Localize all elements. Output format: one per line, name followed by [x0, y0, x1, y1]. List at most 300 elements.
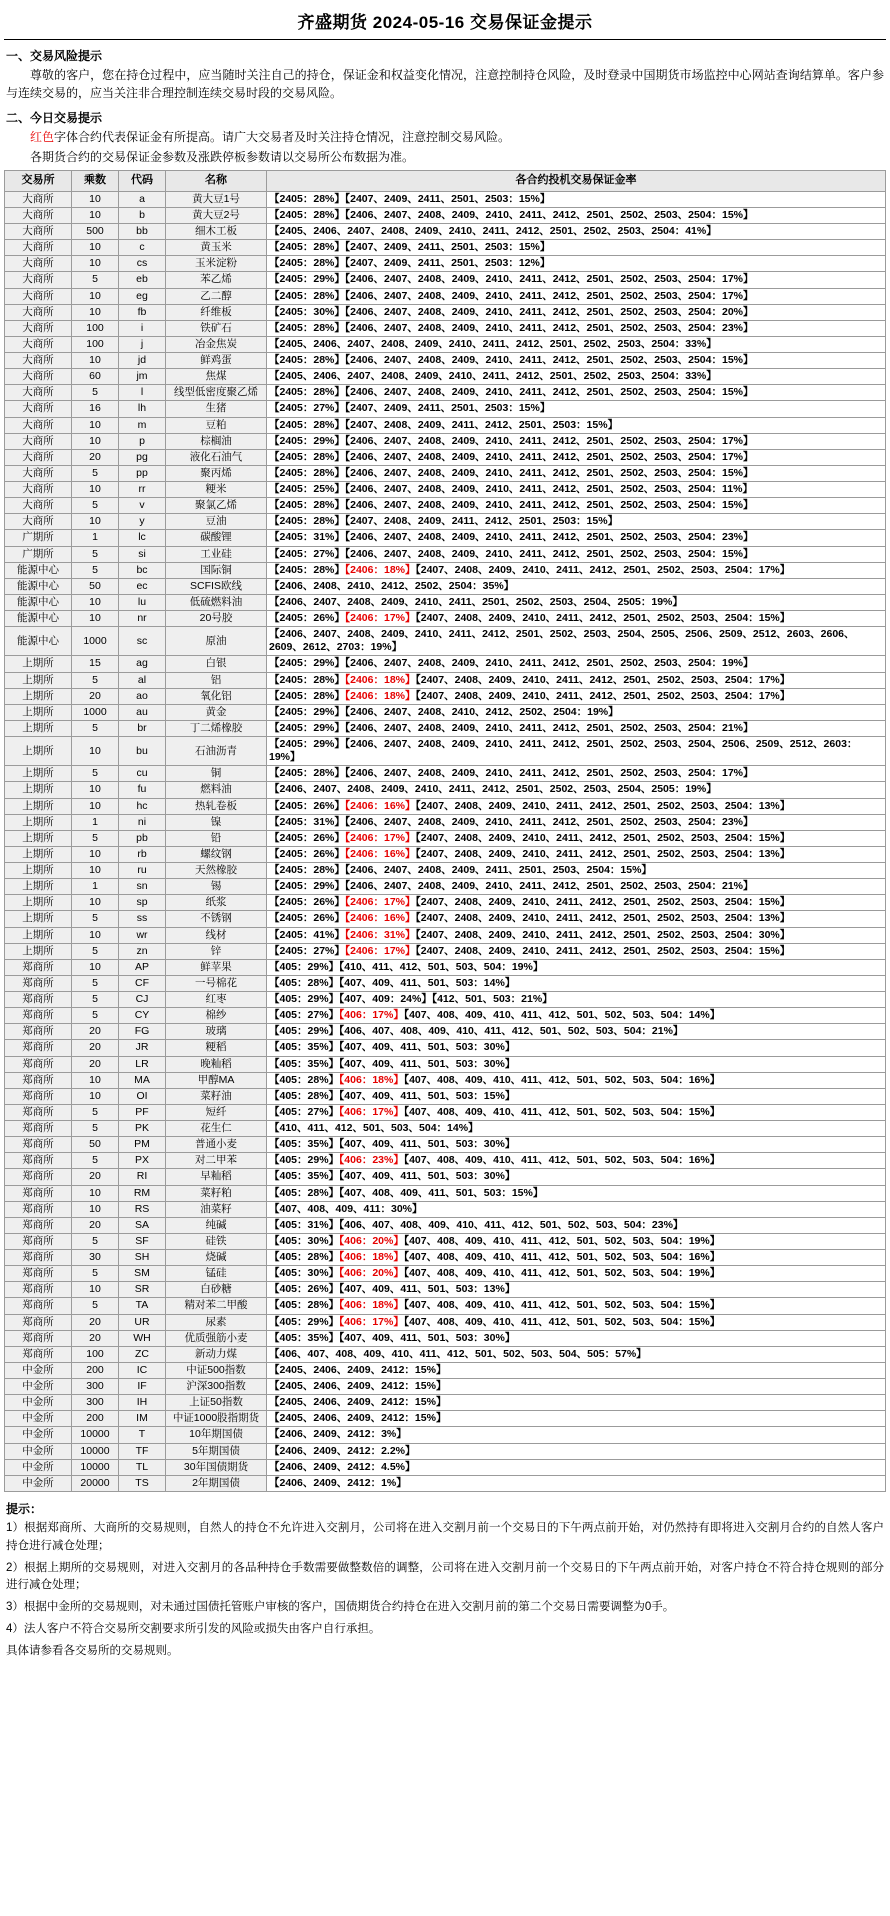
- table-row: [5, 1137, 886, 1153]
- cell-ex: 大商所: [5, 288, 72, 304]
- table-row: [5, 1008, 886, 1024]
- table-row: [5, 240, 886, 256]
- table-row: [5, 1024, 886, 1040]
- cell-mult: 10: [72, 1088, 119, 1104]
- cell-name: 中证1000股指期货: [166, 1411, 267, 1427]
- cell-ex: 郑商所: [5, 1314, 72, 1330]
- cell-name: 菜籽油: [166, 1088, 267, 1104]
- cell-rate: 【405：28%】【406：18%】【407、408、409、410、411、412、501、502、503、504：16%】: [267, 1250, 886, 1266]
- cell-mult: 10: [72, 207, 119, 223]
- cell-rate: 【2406、2407、2408、2409、2410、2411、2412、2501、2502、2503、2504、2505：19%】: [267, 782, 886, 798]
- cell-rate: 【2406、2407、2408、2409、2410、2411、2501、2502、2503、2504、2505：19%】: [267, 594, 886, 610]
- cell-rate: 【2405：26%】【2406：17%】【2407、2408、2409、2410、2411、2412、2501、2502、2503、2504：15%】: [267, 830, 886, 846]
- cell-rate: 【406、407、408、409、410、411、412、501、502、503、504、505：57%】: [267, 1346, 886, 1362]
- cell-mult: 5: [72, 766, 119, 782]
- cell-ex: 郑商所: [5, 975, 72, 991]
- table-row: [5, 1314, 886, 1330]
- cell-name: 聚丙烯: [166, 465, 267, 481]
- cell-code: ni: [119, 814, 166, 830]
- cell-rate: 【405：27%】【406：17%】【407、408、409、410、411、412、501、502、503、504：15%】: [267, 1104, 886, 1120]
- cell-rate: 【2405：31%】【2406、2407、2408、2409、2410、2411、2412、2501、2502、2503、2504：23%】: [267, 814, 886, 830]
- cell-ex: 郑商所: [5, 1153, 72, 1169]
- cell-rate: 【2405：28%】【2406：18%】【2407、2408、2409、2410、2411、2412、2501、2502、2503、2504：17%】: [267, 562, 886, 578]
- cell-name: 硅铁: [166, 1233, 267, 1249]
- cell-ex: 郑商所: [5, 1266, 72, 1282]
- cell-code: PM: [119, 1137, 166, 1153]
- cell-ex: 上期所: [5, 704, 72, 720]
- cell-name: 乙二醇: [166, 288, 267, 304]
- cell-code: b: [119, 207, 166, 223]
- cell-code: a: [119, 191, 166, 207]
- column-header-multiplier: 乘数: [72, 171, 119, 192]
- cell-rate: 【2405、2406、2409、2412：15%】: [267, 1395, 886, 1411]
- cell-code: y: [119, 514, 166, 530]
- cell-ex: 郑商所: [5, 959, 72, 975]
- cell-ex: 能源中心: [5, 594, 72, 610]
- column-header-exchange: 交易所: [5, 171, 72, 192]
- cell-name: 优质强筋小麦: [166, 1330, 267, 1346]
- cell-mult: 16: [72, 401, 119, 417]
- cell-name: 纸浆: [166, 895, 267, 911]
- cell-ex: 郑商所: [5, 1217, 72, 1233]
- cell-rate: 【405：28%】【406：18%】【407、408、409、410、411、412、501、502、503、504：16%】: [267, 1072, 886, 1088]
- table-row: [5, 1395, 886, 1411]
- cell-code: CF: [119, 975, 166, 991]
- table-row: [5, 207, 886, 223]
- cell-rate: 【2405：28%】【2406、2407、2408、2409、2410、2411、2412、2501、2502、2503、2504：15%】: [267, 207, 886, 223]
- cell-mult: 20: [72, 1040, 119, 1056]
- table-row: [5, 879, 886, 895]
- cell-rate: 【2405：29%】【2406、2407、2408、2409、2410、2411、2412、2501、2502、2503、2504、2506、2509、2512、2603：19%】: [267, 737, 886, 766]
- cell-name: 油菜籽: [166, 1201, 267, 1217]
- cell-ex: 中金所: [5, 1362, 72, 1378]
- cell-rate: 【2405：29%】【2406、2407、2408、2410、2412、2502、2504：19%】: [267, 704, 886, 720]
- cell-ex: 上期所: [5, 688, 72, 704]
- cell-rate: 【2405：26%】【2406：16%】【2407、2408、2409、2410、2411、2412、2501、2502、2503、2504：13%】: [267, 798, 886, 814]
- cell-code: FG: [119, 1024, 166, 1040]
- cell-name: 石油沥青: [166, 737, 267, 766]
- cell-code: ru: [119, 863, 166, 879]
- cell-mult: 5: [72, 562, 119, 578]
- cell-rate: 【2405：26%】【2406：16%】【2407、2408、2409、2410、2411、2412、2501、2502、2503、2504：13%】: [267, 911, 886, 927]
- cell-rate: 【405：28%】【407、408、409、411、501、503：15%】: [267, 1185, 886, 1201]
- cell-name: 2年期国债: [166, 1475, 267, 1491]
- cell-rate: 【2405：28%】【2407、2409、2411、2501、2503：15%】: [267, 240, 886, 256]
- cell-mult: 10: [72, 417, 119, 433]
- cell-mult: 100: [72, 1346, 119, 1362]
- table-row: [5, 672, 886, 688]
- cell-ex: 上期所: [5, 863, 72, 879]
- cell-ex: 大商所: [5, 336, 72, 352]
- cell-rate: 【2405：28%】【2406、2407、2408、2409、2410、2411、2412、2501、2502、2503、2504：17%】: [267, 288, 886, 304]
- cell-ex: 中金所: [5, 1379, 72, 1395]
- cell-rate: 【2405、2406、2409、2412：15%】: [267, 1362, 886, 1378]
- table-row: [5, 594, 886, 610]
- cell-code: TL: [119, 1459, 166, 1475]
- cell-rate: 【2406、2409、2412：3%】: [267, 1427, 886, 1443]
- table-row: [5, 272, 886, 288]
- cell-ex: 中金所: [5, 1459, 72, 1475]
- cell-mult: 5: [72, 975, 119, 991]
- cell-rate: 【2405：28%】【2406、2407、2408、2409、2410、2411、2412、2501、2502、2503、2504：17%】: [267, 449, 886, 465]
- table-row: [5, 656, 886, 672]
- cell-rate: 【405：29%】【406：23%】【407、408、409、410、411、412、501、502、503、504：16%】: [267, 1153, 886, 1169]
- cell-rate: 【2406、2409、2412：1%】: [267, 1475, 886, 1491]
- cell-rate: 【2406、2408、2410、2412、2502、2504：35%】: [267, 578, 886, 594]
- table-row: [5, 546, 886, 562]
- cell-mult: 5: [72, 1266, 119, 1282]
- cell-ex: 能源中心: [5, 578, 72, 594]
- cell-mult: 10: [72, 304, 119, 320]
- cell-rate: 【2405：28%】【2407、2408、2409、2411、2412、2501、2503：15%】: [267, 514, 886, 530]
- cell-ex: 大商所: [5, 465, 72, 481]
- table-row: [5, 798, 886, 814]
- cell-rate: 【405：26%】【407、409、411、501、503：13%】: [267, 1282, 886, 1298]
- cell-rate: 【2405：27%】【2407、2409、2411、2501、2503：15%】: [267, 401, 886, 417]
- cell-mult: 30: [72, 1250, 119, 1266]
- cell-code: i: [119, 320, 166, 336]
- table-row: [5, 1040, 886, 1056]
- cell-name: 铝: [166, 672, 267, 688]
- cell-mult: 10: [72, 191, 119, 207]
- cell-code: jd: [119, 353, 166, 369]
- cell-name: 5年期国债: [166, 1443, 267, 1459]
- cell-ex: 上期所: [5, 830, 72, 846]
- table-row: [5, 959, 886, 975]
- cell-code: al: [119, 672, 166, 688]
- cell-code: RI: [119, 1169, 166, 1185]
- cell-mult: 5: [72, 385, 119, 401]
- cell-rate: 【2405：27%】【2406、2407、2408、2409、2410、2411、2412、2501、2502、2503、2504：15%】: [267, 546, 886, 562]
- table-row: [5, 1250, 886, 1266]
- cell-code: j: [119, 336, 166, 352]
- cell-ex: 郑商所: [5, 1137, 72, 1153]
- cell-name: 普通小麦: [166, 1137, 267, 1153]
- table-row: [5, 1282, 886, 1298]
- cell-name: 纤维板: [166, 304, 267, 320]
- cell-mult: 300: [72, 1395, 119, 1411]
- cell-rate: 【2405、2406、2409、2412：15%】: [267, 1379, 886, 1395]
- table-row: [5, 304, 886, 320]
- cell-code: IH: [119, 1395, 166, 1411]
- cell-name: 丁二烯橡胶: [166, 720, 267, 736]
- cell-name: 短纤: [166, 1104, 267, 1120]
- table-row: [5, 704, 886, 720]
- table-row: [5, 498, 886, 514]
- cell-name: 苯乙烯: [166, 272, 267, 288]
- cell-mult: 300: [72, 1379, 119, 1395]
- table-row: [5, 1427, 886, 1443]
- cell-name: 30年国债期货: [166, 1459, 267, 1475]
- column-header-name: 名称: [166, 171, 267, 192]
- cell-code: UR: [119, 1314, 166, 1330]
- cell-code: IC: [119, 1362, 166, 1378]
- cell-name: 晚籼稻: [166, 1056, 267, 1072]
- cell-rate: 【410、411、412、501、503、504：14%】: [267, 1121, 886, 1137]
- cell-name: 铅: [166, 830, 267, 846]
- cell-name: 红枣: [166, 992, 267, 1008]
- cell-name: 沪深300指数: [166, 1379, 267, 1395]
- cell-name: 棉纱: [166, 1008, 267, 1024]
- cell-mult: 10000: [72, 1443, 119, 1459]
- cell-name: 粳稻: [166, 1040, 267, 1056]
- cell-code: MA: [119, 1072, 166, 1088]
- table-row: [5, 191, 886, 207]
- table-row: [5, 1217, 886, 1233]
- cell-code: bc: [119, 562, 166, 578]
- cell-name: 锡: [166, 879, 267, 895]
- cell-ex: 大商所: [5, 320, 72, 336]
- cell-name: 鲜鸡蛋: [166, 353, 267, 369]
- cell-code: hc: [119, 798, 166, 814]
- cell-ex: 上期所: [5, 766, 72, 782]
- table-row: [5, 1411, 886, 1427]
- cell-code: LR: [119, 1056, 166, 1072]
- table-row: [5, 320, 886, 336]
- cell-mult: 100: [72, 320, 119, 336]
- cell-code: p: [119, 433, 166, 449]
- cell-mult: 10: [72, 1282, 119, 1298]
- cell-rate: 【405：27%】【406：17%】【407、408、409、410、411、412、501、502、503、504：14%】: [267, 1008, 886, 1024]
- cell-ex: 上期所: [5, 814, 72, 830]
- cell-name: 鲜苹果: [166, 959, 267, 975]
- cell-mult: 1000: [72, 704, 119, 720]
- cell-mult: 5: [72, 672, 119, 688]
- table-row: [5, 465, 886, 481]
- cell-code: CY: [119, 1008, 166, 1024]
- cell-mult: 20: [72, 1330, 119, 1346]
- cell-ex: 大商所: [5, 369, 72, 385]
- cell-ex: 大商所: [5, 514, 72, 530]
- cell-name: 豆粕: [166, 417, 267, 433]
- cell-rate: 【2405：29%】【2406、2407、2408、2409、2410、2411、2412、2501、2502、2503、2504：21%】: [267, 720, 886, 736]
- cell-ex: 郑商所: [5, 1072, 72, 1088]
- cell-code: PX: [119, 1153, 166, 1169]
- cell-mult: 10: [72, 256, 119, 272]
- cell-name: 锰硅: [166, 1266, 267, 1282]
- cell-code: T: [119, 1427, 166, 1443]
- cell-ex: 上期所: [5, 943, 72, 959]
- cell-rate: 【405：30%】【406：20%】【407、408、409、410、411、412、501、502、503、504：19%】: [267, 1266, 886, 1282]
- table-row: [5, 846, 886, 862]
- cell-name: 黄大豆2号: [166, 207, 267, 223]
- note-item: 具体请参看各交易所的交易规则。: [6, 1644, 179, 1657]
- cell-mult: 20: [72, 449, 119, 465]
- cell-ex: 中金所: [5, 1443, 72, 1459]
- cell-mult: 5: [72, 943, 119, 959]
- cell-code: TA: [119, 1298, 166, 1314]
- cell-name: 低硫燃料油: [166, 594, 267, 610]
- cell-rate: 【2405：26%】【2406：17%】【2407、2408、2409、2410、2411、2412、2501、2502、2503、2504：15%】: [267, 895, 886, 911]
- cell-name: 甲醇MA: [166, 1072, 267, 1088]
- note-item: 2）根据上期所的交易规则，对进入交割月的各品种持仓手数需要做整数倍的调整，公司将在进入交割月前一个交易日的下午两点前开始，对客户持仓不符合持仓规则的部分进行减仓处理；: [6, 1561, 884, 1592]
- cell-name: 新动力煤: [166, 1346, 267, 1362]
- table-row: [5, 1346, 886, 1362]
- cell-code: ec: [119, 578, 166, 594]
- cell-ex: 上期所: [5, 895, 72, 911]
- cell-rate: 【2405：26%】【2406：17%】【2407、2408、2409、2410、2411、2412、2501、2502、2503、2504：15%】: [267, 611, 886, 627]
- cell-mult: 10: [72, 353, 119, 369]
- cell-ex: 上期所: [5, 737, 72, 766]
- cell-code: au: [119, 704, 166, 720]
- table-row: [5, 782, 886, 798]
- cell-rate: 【405：29%】【406：17%】【407、408、409、410、411、412、501、502、503、504：15%】: [267, 1314, 886, 1330]
- table-row: [5, 385, 886, 401]
- cell-name: 铜: [166, 766, 267, 782]
- cell-ex: 上期所: [5, 879, 72, 895]
- cell-ex: 郑商所: [5, 1346, 72, 1362]
- cell-name: 黄大豆1号: [166, 191, 267, 207]
- cell-ex: 大商所: [5, 272, 72, 288]
- cell-mult: 1: [72, 530, 119, 546]
- cell-code: eg: [119, 288, 166, 304]
- table-row: [5, 1475, 886, 1491]
- cell-name: 尿素: [166, 1314, 267, 1330]
- table-row: [5, 1169, 886, 1185]
- cell-mult: 5: [72, 1153, 119, 1169]
- cell-rate: 【2405：28%】【2406：18%】【2407、2408、2409、2410、2411、2412、2501、2502、2503、2504：17%】: [267, 672, 886, 688]
- cell-ex: 郑商所: [5, 1330, 72, 1346]
- cell-rate: 【2405：29%】【2406、2407、2408、2409、2410、2411、2412、2501、2502、2503、2504：17%】: [267, 433, 886, 449]
- cell-mult: 1: [72, 814, 119, 830]
- cell-name: 工业硅: [166, 546, 267, 562]
- cell-name: 天然橡胶: [166, 863, 267, 879]
- cell-ex: 上期所: [5, 656, 72, 672]
- cell-code: lc: [119, 530, 166, 546]
- section-heading: 二、今日交易提示: [6, 111, 103, 125]
- cell-code: si: [119, 546, 166, 562]
- cell-code: lu: [119, 594, 166, 610]
- cell-rate: 【2405：31%】【2406、2407、2408、2409、2410、2411、2412、2501、2502、2503、2504：23%】: [267, 530, 886, 546]
- cell-rate: 【405：28%】【407、409、411、501、503：14%】: [267, 975, 886, 991]
- cell-ex: 大商所: [5, 191, 72, 207]
- cell-code: WH: [119, 1330, 166, 1346]
- table-row: [5, 911, 886, 927]
- cell-rate: 【2405：28%】【2407、2409、2411、2501、2503：12%】: [267, 256, 886, 272]
- cell-ex: 大商所: [5, 385, 72, 401]
- cell-name: SCFIS欧线: [166, 578, 267, 594]
- cell-ex: 郑商所: [5, 1104, 72, 1120]
- cell-code: ag: [119, 656, 166, 672]
- cell-rate: 【405：35%】【407、409、411、501、503：30%】: [267, 1040, 886, 1056]
- table-row: [5, 1266, 886, 1282]
- cell-name: 对二甲苯: [166, 1153, 267, 1169]
- cell-code: TF: [119, 1443, 166, 1459]
- cell-code: c: [119, 240, 166, 256]
- cell-rate: 【2405：28%】【2406：18%】【2407、2408、2409、2410、2411、2412、2501、2502、2503、2504：17%】: [267, 688, 886, 704]
- cell-ex: 郑商所: [5, 1233, 72, 1249]
- table-row: [5, 224, 886, 240]
- cell-code: SF: [119, 1233, 166, 1249]
- table-row: [5, 1088, 886, 1104]
- cell-rate: 【2405、2406、2407、2408、2409、2410、2411、2412、2501、2502、2503、2504：33%】: [267, 369, 886, 385]
- cell-name: 上证50指数: [166, 1395, 267, 1411]
- table-row: [5, 720, 886, 736]
- cell-rate: 【2405：28%】【2407、2408、2409、2411、2412、2501、2503：15%】: [267, 417, 886, 433]
- cell-name: 黄玉米: [166, 240, 267, 256]
- cell-name: 粳米: [166, 482, 267, 498]
- table-row: [5, 1072, 886, 1088]
- cell-name: 热轧卷板: [166, 798, 267, 814]
- table-row: [5, 975, 886, 991]
- cell-code: SA: [119, 1217, 166, 1233]
- cell-ex: 上期所: [5, 720, 72, 736]
- cell-rate: 【2405：26%】【2406：16%】【2407、2408、2409、2410、2411、2412、2501、2502、2503、2504：13%】: [267, 846, 886, 862]
- cell-name: 镍: [166, 814, 267, 830]
- cell-code: OI: [119, 1088, 166, 1104]
- cell-rate: 【2405、2406、2407、2408、2409、2410、2411、2412、2501、2502、2503、2504：41%】: [267, 224, 886, 240]
- cell-ex: 大商所: [5, 256, 72, 272]
- cell-name: 一号棉花: [166, 975, 267, 991]
- cell-mult: 5: [72, 1121, 119, 1137]
- cell-ex: 上期所: [5, 672, 72, 688]
- cell-ex: 大商所: [5, 433, 72, 449]
- cell-ex: 郑商所: [5, 1008, 72, 1024]
- cell-code: fb: [119, 304, 166, 320]
- cell-rate: 【2405：28%】【2406、2407、2408、2409、2410、2411、2412、2501、2502、2503、2504：15%】: [267, 498, 886, 514]
- cell-name: 烧碱: [166, 1250, 267, 1266]
- column-header-code: 代码: [119, 171, 166, 192]
- cell-code: PF: [119, 1104, 166, 1120]
- cell-code: RS: [119, 1201, 166, 1217]
- cell-code: pp: [119, 465, 166, 481]
- section-paragraph: 各期货合约的交易保证金参数及涨跌停板参数请以交易所公布数据为准。: [30, 150, 415, 164]
- table-row: [5, 482, 886, 498]
- table-row: [5, 688, 886, 704]
- cell-name: 细木工板: [166, 224, 267, 240]
- table-row: [5, 1362, 886, 1378]
- cell-rate: 【2406、2407、2408、2409、2410、2411、2412、2501、2502、2503、2504、2505、2506、2509、2512、2603、2606、2609、2612、2703：19%】: [267, 627, 886, 656]
- section-today-notice: [4, 109, 886, 166]
- table-row: [5, 562, 886, 578]
- cell-ex: 郑商所: [5, 1056, 72, 1072]
- cell-rate: 【2405：28%】【2406、2407、2408、2409、2411、2501、2503、2504：15%】: [267, 863, 886, 879]
- table-row: [5, 927, 886, 943]
- cell-ex: 中金所: [5, 1411, 72, 1427]
- cell-rate: 【405：28%】【407、409、411、501、503：15%】: [267, 1088, 886, 1104]
- cell-code: cu: [119, 766, 166, 782]
- cell-mult: 10: [72, 927, 119, 943]
- cell-ex: 中金所: [5, 1475, 72, 1491]
- cell-ex: 大商所: [5, 417, 72, 433]
- cell-code: IF: [119, 1379, 166, 1395]
- cell-code: sp: [119, 895, 166, 911]
- section-risk-warning: [4, 47, 886, 102]
- table-row: [5, 863, 886, 879]
- section-paragraph: 尊敬的客户，您在持仓过程中，应当随时关注自己的持仓，保证金和权益变化情况，注意控制持仓风险，及时登录中国期货市场监控中心网站查询结算单。客户参与连续交易的，应当关注非合理控制连续交易时段的交易风险。: [6, 68, 884, 100]
- cell-name: 豆油: [166, 514, 267, 530]
- cell-name: 氧化铝: [166, 688, 267, 704]
- cell-mult: 5: [72, 720, 119, 736]
- cell-ex: 郑商所: [5, 1169, 72, 1185]
- page-title: 齐盛期货 2024-05-16 交易保证金提示: [4, 0, 886, 40]
- table-row: [5, 830, 886, 846]
- cell-ex: 中金所: [5, 1427, 72, 1443]
- cell-ex: 能源中心: [5, 611, 72, 627]
- note-item: 3）根据中金所的交易规则，对未通过国债托管账户审核的客户，国债期货合约持仓在进入交割月前的第二个交易日需要调整为0手。: [6, 1601, 675, 1614]
- column-header-rate: 各合约投机交易保证金率: [267, 171, 886, 192]
- cell-rate: 【2405：29%】【2406、2407、2408、2409、2410、2411、2412、2501、2502、2503、2504：19%】: [267, 656, 886, 672]
- table-row: [5, 256, 886, 272]
- cell-ex: 大商所: [5, 224, 72, 240]
- cell-name: 燃料油: [166, 782, 267, 798]
- cell-name: 菜籽粕: [166, 1185, 267, 1201]
- cell-ex: 大商所: [5, 353, 72, 369]
- section-paragraph-rest: 字体合约代表保证金有所提高。请广大交易者及时关注持仓情况，注意控制交易风险。: [54, 130, 511, 144]
- table-row: [5, 737, 886, 766]
- cell-rate: 【405：29%】【407、409：24%】【412、501、503：21%】: [267, 992, 886, 1008]
- section-heading: 一、交易风险提示: [6, 49, 103, 63]
